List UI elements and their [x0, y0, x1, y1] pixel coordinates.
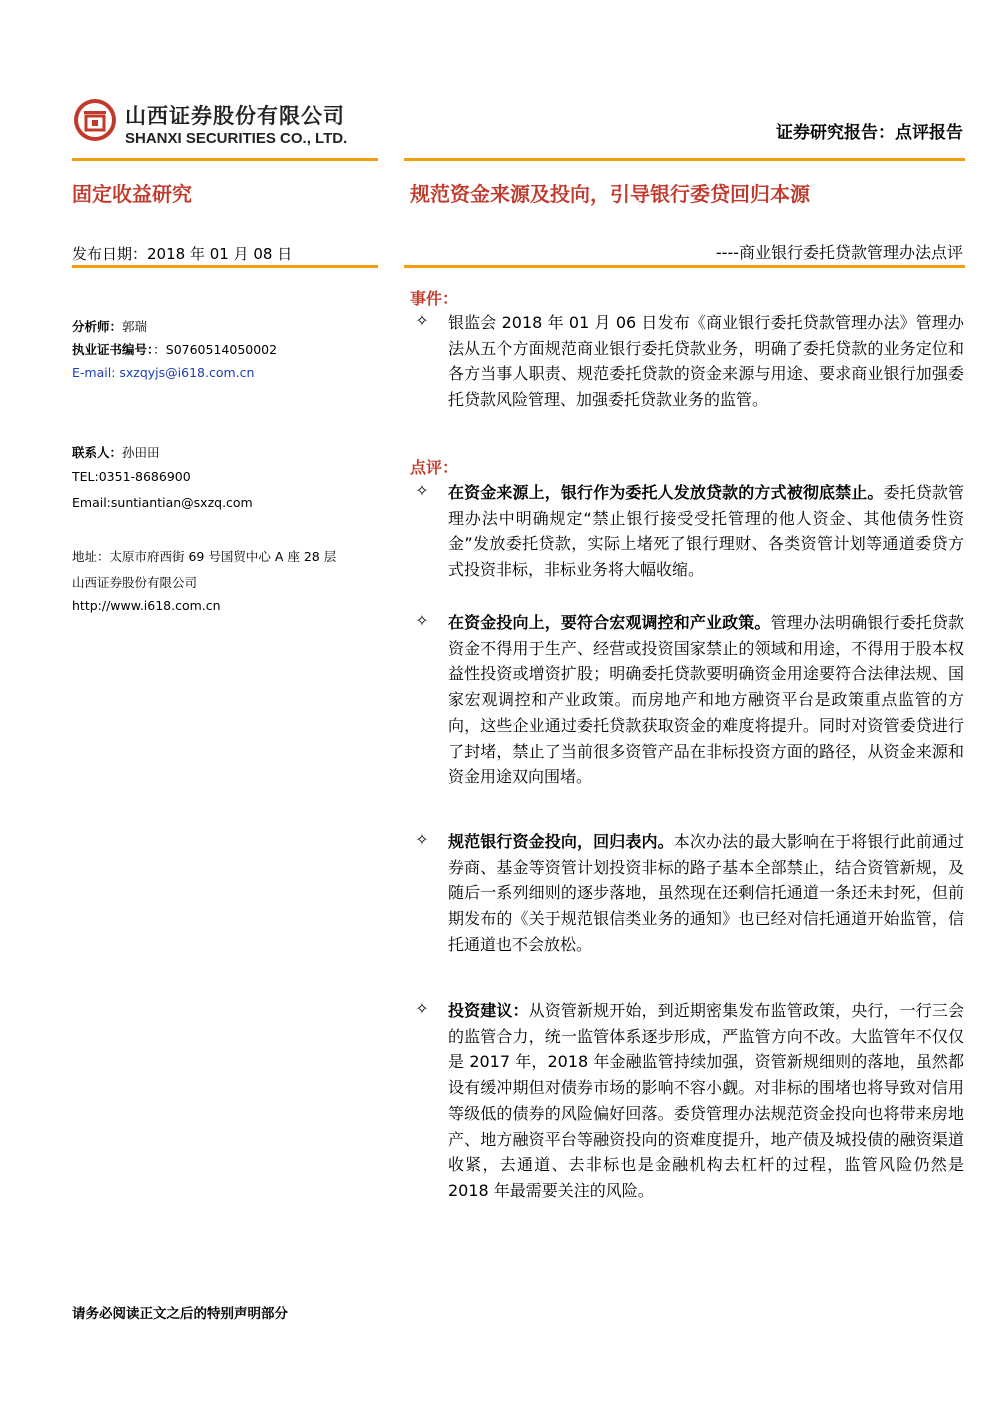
header-divider-left: [72, 158, 378, 161]
date-divider-right: [404, 265, 965, 268]
comment-item-3-lead: 规范银行资金投向，回归表内。: [448, 832, 674, 851]
analyst-label: 分析师：: [72, 319, 123, 334]
cert-line: [72, 340, 277, 358]
event-heading: 事件：: [410, 289, 459, 308]
comment-item-4-text: 从资管新规开始，到近期密集发布监管政策，央行，一行三会的监管合力，统一监管体系逐步形成，严监管方向不改。大监管年不仅仅是 2017 年，2018 年金融监管持续加强，资管新规细则的落地，虽然都设有缓冲期但对债券市场的影响不容小觑。对非标的围堵也将导致对信用等级低的债券的风险偏好回落。委贷管理办法规范资金投向也将带来房地产、地方融资平台等融资投向的资难度提升，地产债及城投债的融资渠道收紧，去通道、去非标也是金融机构去杠杆的过程，监管风险仍然是 2018 年最需要关注的风险。: [448, 1001, 964, 1200]
diamond-bullet-icon: ✧: [415, 830, 429, 849]
comment-item-1-text: 委托贷款管理办法中明确规定“禁止银行接受受托管理的他人资金、其他债务性资金”发放委托贷款，实际上堵死了银行理财、各类资管计划等通道委贷方式投资非标，非标业务将大幅收缩。: [448, 483, 964, 580]
comment-item-4-lead: 投资建议：: [448, 1001, 529, 1020]
page-title: 规范资金来源及投向，引导银行委贷回归本源: [410, 182, 810, 206]
contact-name: 孙田田: [122, 445, 160, 460]
contact-label: 联系人：: [72, 445, 123, 460]
diamond-bullet-icon: ✧: [415, 999, 429, 1018]
contact-tel: TEL:0351-8686900: [72, 469, 191, 484]
website-link[interactable]: http://www.i618.com.cn: [72, 598, 221, 613]
analyst-name: 郭瑞: [122, 319, 148, 334]
event-paragraph: 银监会 2018 年 01 月 06 日发布《商业银行委托贷款管理办法》管理办法从五个方面规范商业银行委托贷款业务，明确了委托贷款的业务定位和各方当事人职责、规范委托贷款的资金来源与用途、要求商业银行加强委托贷款风险管理、加强委托贷款业务的监管。: [448, 313, 964, 410]
company-seal-icon: [73, 98, 117, 142]
comment-item-3: [448, 829, 964, 958]
diamond-bullet-icon: ✧: [415, 611, 429, 630]
comment-item-4: [448, 998, 964, 1204]
cert-label: 执业证书编号：: [72, 342, 154, 357]
report-type: 证券研究报告：点评报告: [776, 123, 963, 143]
section-title: 固定收益研究: [72, 182, 192, 206]
company-name-cn: 山西证券股份有限公司: [125, 104, 345, 128]
comment-item-1: [448, 480, 964, 583]
contact-line: [72, 443, 160, 461]
address: 地址：太原市府西街 69 号国贸中心 A 座 28 层: [72, 549, 337, 564]
diamond-bullet-icon: ✧: [415, 311, 429, 330]
publish-date: 发布日期：2018 年 01 月 08 日: [72, 245, 293, 263]
comment-heading: 点评：: [410, 458, 459, 477]
comment-item-2-text: 管理办法明确银行委托贷款资金不得用于生产、经营或投资国家禁止的领域和用途，不得用于股本权益性投资或增资扩股；明确委托贷款要明确资金用途要符合法律法规、国家宏观调控和产业政策。而房地产和地方融资平台是政策重点监管的方向，这些企业通过委托贷款获取资金的难度将提升。同时对资管委贷进行了封堵，禁止了当前很多资管产品在非标投资方面的路径，从资金来源和资金用途双向围堵。: [448, 613, 964, 787]
analyst-email[interactable]: E-mail: sxzqyjs@i618.com.cn: [72, 365, 255, 380]
diamond-bullet-icon: ✧: [415, 481, 429, 500]
comment-item-2: [448, 610, 964, 790]
cert-number: ：S0760514050002: [153, 342, 278, 357]
comment-item-3-text: 本次办法的最大影响在于将银行此前通过券商、基金等资管计划投资非标的路子基本全部禁止，结合资管新规，及随后一系列细则的逐步落地，虽然现在还剩信托通道一条还未封死，但前期发布的《关于规范银信类业务的通知》也已经对信托通道开始监管，信托通道也不会放松。: [448, 832, 964, 954]
analyst-line: [72, 317, 147, 335]
contact-email[interactable]: Email:suntiantian@sxzq.com: [72, 495, 253, 510]
company-name-en: SHANXI SECURITIES CO., LTD.: [125, 130, 348, 147]
date-divider-left: [72, 265, 378, 268]
header-divider-right: [404, 158, 965, 161]
comment-item-2-lead: 在资金投向上，要符合宏观调控和产业政策。: [448, 613, 771, 632]
address-company: 山西证券股份有限公司: [72, 575, 198, 590]
comment-item-1-lead: 在资金来源上，银行作为委托人发放贷款的方式被彻底禁止。: [448, 483, 884, 502]
report-subtitle: ----商业银行委托贷款管理办法点评: [715, 243, 963, 262]
disclaimer-footer: 请务必阅读正文之后的特别声明部分: [72, 1306, 288, 1322]
